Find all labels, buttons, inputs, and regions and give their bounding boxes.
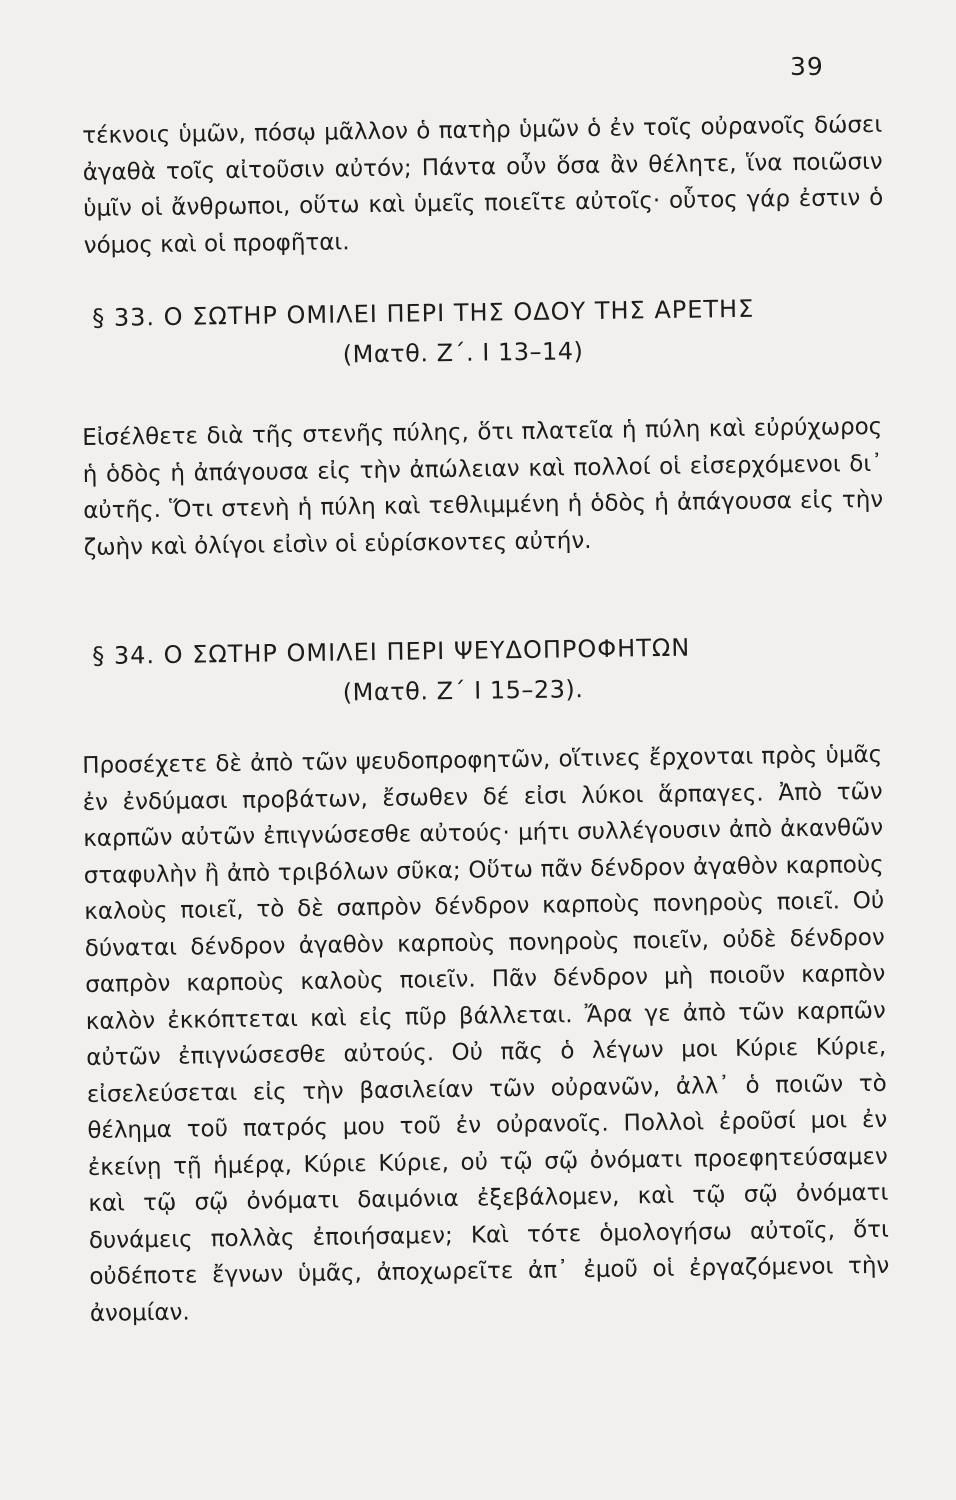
section-33-text: Εἰσέλθετε διὰ τῆς στενῆς πύλης, ὅτι πλατεῖα ἡ πύλη καὶ εὐρύχωρος ἡ ὁδὸς ἡ ἀπάγουσα εἰς τὴν ἀπώλειαν καὶ πολλοί οἱ εἰσερχόμενοι δι᾽ αὐτῆς. Ὅτι στενὴ ἡ πύλη καὶ τεθλιμμένη ἡ ὁδὸς ἡ ἀπάγουσα εἰς τὴν ζωὴν καὶ ὀλίγοι εἰσὶν οἱ εὑρίσκοντες αὐτήν. [82,413,884,561]
section-34-text: Προσέχετε δὲ ἀπὸ τῶν ψευδοπροφητῶν, οἵτινες ἔρχονται πρὸς ὑμᾶς ἐν ἐνδύμασι προβάτων, ἔσωθεν δέ εἰσι λύκοι ἅρπαγες. Ἀπὸ τῶν καρπῶν αὐτῶν ἐπιγνώσεσθε αὐτούς· μήτι συλλέγουσιν ἀπὸ ἀκανθῶν σταφυλὴν ἢ ἀπὸ τριβόλων σῦκα; Οὕτω πᾶν δένδρον ἀγαθὸν καρποὺς καλοὺς ποιεῖ, τὸ δὲ σαπρὸν δένδρον καρποὺς πονηροὺς ποιεῖ. Οὐ δύναται δένδρον ἀγαθὸν καρποὺς πονηροὺς ποιεῖν, οὐδὲ δένδρον σαπρὸν καρποὺς καλοὺς ποιεῖν. Πᾶν δένδρον μὴ ποιοῦν καρπὸν καλὸν ἐκκόπτεται καὶ εἰς πῦρ βάλλεται. Ἄρα γε ἀπὸ τῶν καρπῶν αὐτῶν ἐπιγνώσεσθε αὐτούς. Οὐ πᾶς ὁ λέγων μοι Κύριε Κύριε, εἰσελεύσεται εἰς τὴν βασιλείαν τῶν οὐρανῶν, ἀλλ᾽ ὁ ποιῶν τὸ θέλημα τοῦ πατρός μου τοῦ ἐν οὐρανοῖς. Πολλοὶ ἐροῦσί μοι ἐν ἐκείνῃ τῇ ἡμέρᾳ, Κύριε Κύριε, οὐ τῷ σῷ ὀνόματι προεφητεύσαμεν καὶ τῷ σῷ ὀνόματι δαιμόνια ἐξεβάλομεν, καὶ τῷ σῷ ὀνόματι δυνάμεις πολλὰς ἐποιήσαμεν; Καὶ τότε ὁμολογήσω αὐτοῖς, ὅτι οὐδέποτε ἔγνων ὑμᾶς, ἀποχωρεῖτε ἀπ᾽ ἐμοῦ οἱ ἐργαζόμενοι τὴν ἀνομίαν. [82,741,890,1327]
page-number: 39 [790,52,824,81]
section-34-reference: (Ματθ. Ζ΄ Ι 15–23). [342,675,584,707]
section-33-reference: (Ματθ. Ζ΄. Ι 13–14) [342,337,584,369]
section-34-title: § 34. Ο ΣΩΤΗΡ ΟΜΙΛΕΙ ΠΕΡΙ ΨΕΥΔΟΠΡΟΦΗΤΩΝ [92,633,691,670]
intro-paragraph: τέκνοις ὑμῶν, πόσῳ μᾶλλον ὁ πατὴρ ὑμῶν ὁ ἐν τοῖς οὐρανοῖς δώσει ἀγαθὰ τοῖς αἰτοῦσιν αὐτόν; Πάντα οὖν ὅσα ἂν θέλητε, ἵνα ποιῶσιν ὑμῖν οἱ ἄνθρωποι, οὕτω καὶ ὑμεῖς ποιεῖτε αὐτοῖς· οὗτος γάρ ἐστιν ὁ νόμος καὶ οἱ προφῆται. [82,111,884,259]
section-33-heading [92,287,893,378]
section-33-title: § 33. Ο ΣΩΤΗΡ ΟΜΙΛΕΙ ΠΕΡΙ ΤΗΣ ΟΔΟΥ ΤΗΣ ΑΡΕΤΗΣ [92,294,755,332]
section-34-heading [92,625,893,716]
